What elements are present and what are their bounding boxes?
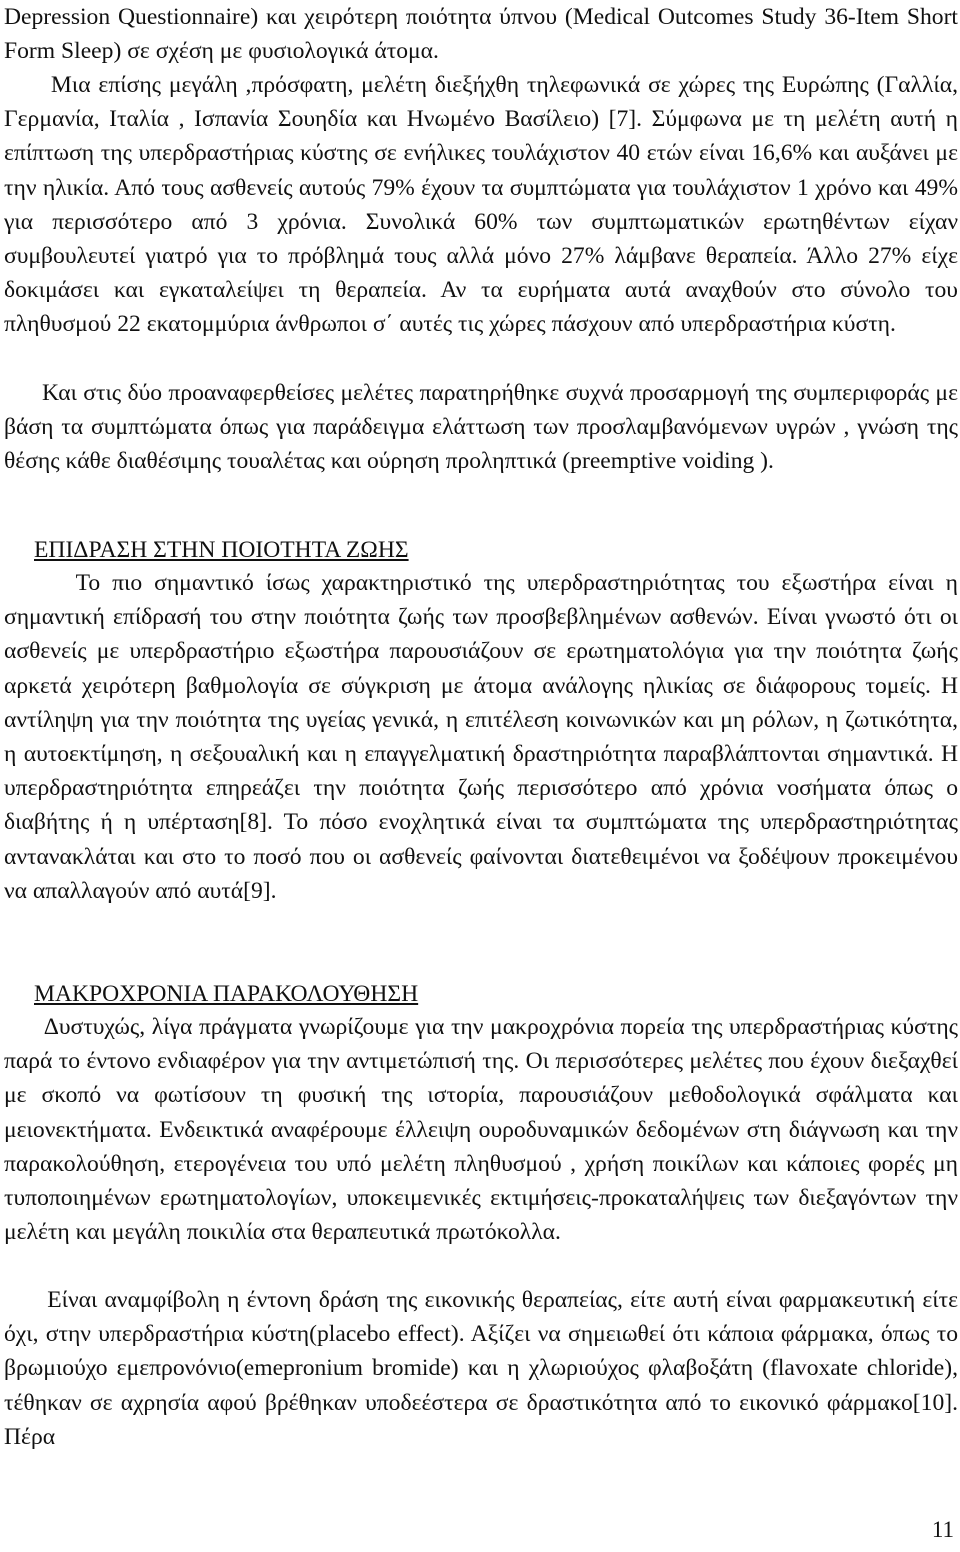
- paragraph-behavior-adaptation: Και στις δύο προαναφερθείσες μελέτες παρατηρήθηκε συχνά προσαρμογή της συμπεριφοράς με βάση τα συμπτώματα όπως για παράδειγμα ελάττωση των προσλαμβανόμενων υγρών , γνώση της θέσης κάθε διαθέσιμης τουαλέτας και ούρηση προληπτικά (preemptive voiding ).: [4, 380, 958, 475]
- section-heading-long-term-follow-up: ΜΑΚΡΟΧΡΟΝΙΑ ΠΑΡΑΚΟΛΟΥΘΗΣΗ: [34, 981, 419, 1007]
- paragraph-sleep-depression: Depression Questionnaire) και χειρότερη ποιότητα ύπνου (Medical Outcomes Study 36-Item Short Form Sleep) σε σχέση με φυσιολογικά άτομα.: [4, 4, 958, 65]
- paragraph-quality-of-life: Το πιο σημαντικό ίσως χαρακτηριστικό της υπερδραστηριότητας του εξωστήρα είναι η σημαντική επίδρασή του στην ποιότητα ζωής των προσβεβλημένων ασθενών. Είναι γνωστό ότι οι ασθενείς με υπερδραστήριο εξωστήρα παρουσιάζουν σε ερωτηματολόγια για την ποιότητα ζωής αρκετά χειρότερη βαθμολογία σε σύγκριση με άτομα ανάλογης ηλικίας σε διάφορους τομείς. Η αντίληψη για την ποιότητα της υγείας γενικά, η επιτέλεση κοινωνικών και μη ρόλων, η ζωτικότητα, η αυτοεκτίμηση, η σεξουαλική και η επαγγελματική δραστηριότητα παραβλάπτονται σημαντικά. Η υπερδραστηριότητα επηρεάζει την ποιότητα ζωής περισσότερο από χρόνια νοσήματα όπως ο διαβήτης ή η υπέρταση[8]. Το πόσο ενοχλητικά είναι τα συμπτώματα της υπερδραστηριότητας αντανακλάται και στο το ποσό που οι ασθενείς φαίνονται διατεθειμένοι να ξοδέψουν προκειμένου να απαλλαγούν από αυτά[9].: [4, 570, 958, 904]
- paragraph-european-study: Μια επίσης μεγάλη ,πρόσφατη, μελέτη διεξήχθη τηλεφωνικά σε χώρες της Ευρώπης (Γαλλία, Γερμανία, Ιταλία , Ισπανία Σουηδία και Ηνωμένο Βασίλειο) [7]. Σύμφωνα με τη μελέτη αυτή η επίπτωση της υπερδραστήριας κύστης σε ενήλικες τουλάχιστον 40 ετών είναι 16,6% και αυξάνει με την ηλικία. Από τους ασθενείς αυτούς 79% έχουν τα συμπτώματα για τουλάχιστον 1 χρόνο και 49% για περισσότερο από 3 χρόνια. Συνολικά 60% των συμπτωματικών ερωτηθέντων είχαν συμβουλευτεί γιατρό για το πρόβλημά τους αλλά μόνο 27% λάμβανε θεραπεία. Άλλο 27% είχε δοκιμάσει και εγκαταλείψει τη θεραπεία. Αν τα ευρήματα αυτά αναχθούν στο σύνολο του πληθυσμού 22 εκατομμύρια άνθρωποι σ΄ αυτές τις χώρες πάσχουν από υπερδραστήρια κύστη.: [4, 72, 958, 338]
- paragraph-long-term-course: Δυστυχώς, λίγα πράγματα γνωρίζουμε για την μακροχρόνια πορεία της υπερδραστήριας κύστης παρά το έντονο ενδιαφέρον για την αντιμετώπισή της. Οι περισσότερες μελέτες που έχουν διεξαχθεί με σκοπό να φωτίσουν τη φυσική της ιστορία, παρουσιάζουν μεθοδολογικά σφάλματα και μειονεκτήματα. Ενδεικτικά αναφέρουμε έλλειψη ουροδυναμικών δεδομένων στη διάγνωση και την παρακολούθηση, ετερογένεια του υπό μελέτη πληθυσμού , χρήση ποικίλων και κάποιες φορές μη τυποποιημένων ερωτηματολογίων, υποκειμενικές εκτιμήσεις-προκαταλήψεις των διεξαγόντων την μελέτη και μεγάλη ποικιλία στα θεραπευτικά πρωτόκολλα.: [4, 1014, 958, 1246]
- section-heading-quality-of-life: ΕΠΙΔΡΑΣΗ ΣΤΗΝ ΠΟΙΟΤΗΤΑ ΖΩΗΣ: [34, 537, 409, 563]
- paragraph-placebo-effect: Είναι αναμφίβολη η έντονη δράση της εικονικής θεραπείας, είτε αυτή είναι φαρμακευτική είτε όχι, στην υπερδραστήρια κύστη(placebo effect). Αξίζει να σημειωθεί ότι κάποια φάρμακα, όπως το βρωμιούχο εμεπρονόνιο(emepronium bromide) και η χλωριούχος φλαβοξάτη (flavoxate chloride), τέθηκαν σε αχρησία αφού βρέθηκαν υποδεέστερα σε δραστικότητα από το εικονικό φάρμακο[10]. Πέρα: [4, 1287, 958, 1450]
- page-number: 11: [931, 1517, 954, 1542]
